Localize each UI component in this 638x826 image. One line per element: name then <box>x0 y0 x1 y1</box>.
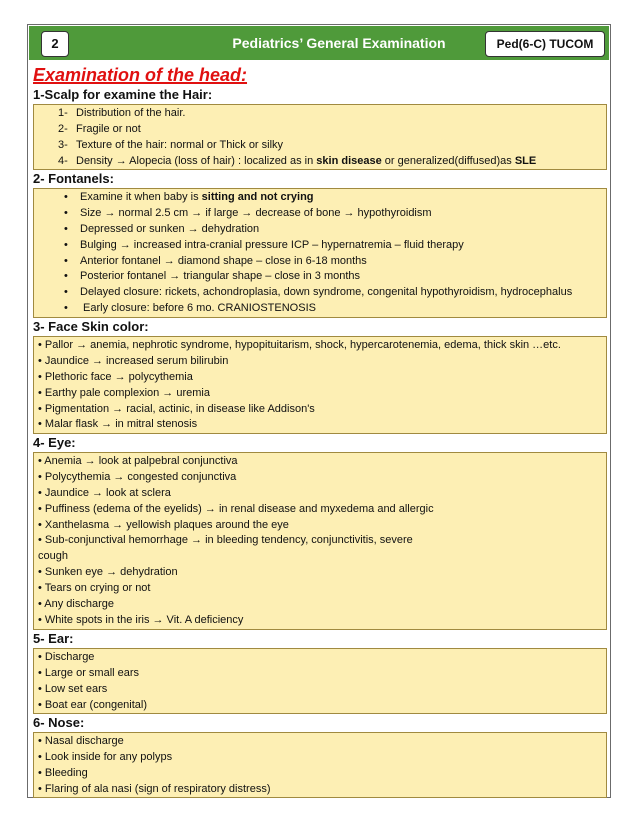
list-item: • Jaundice → increased serum bilirubin <box>38 354 229 367</box>
face-box <box>33 336 607 434</box>
eye-box <box>33 452 607 630</box>
list-item: • Tears on crying or not <box>38 582 151 595</box>
main-title: Examination of the head: <box>33 65 248 85</box>
list-item: • Flaring of ala nasi (sign of respiratory distress) <box>38 782 271 795</box>
hair-box <box>33 104 607 170</box>
list-item: • White spots in the iris → Vit. A deficiency <box>38 613 244 626</box>
list-item: • Polycythemia → congested conjunctiva <box>38 470 237 483</box>
list-item: • Anemia → look at palpebral conjunctiva <box>38 455 238 467</box>
list-item: • Boat ear (congenital) <box>38 698 148 711</box>
list-item: 4- Density → Alopecia (loss of hair) : localized as in skin disease or generalized(diffused)as SLE <box>58 154 537 167</box>
list-item: • Xanthelasma → yellowish plaques around the eye <box>38 518 289 531</box>
ear-box <box>33 648 607 714</box>
list-item: • Bleeding <box>38 766 88 779</box>
course-tag-badge: Ped(6-C) TUCOM <box>485 31 605 57</box>
page-header <box>29 26 609 60</box>
list-item: • Plethoric face → polycythemia <box>38 370 193 383</box>
list-item: • Depressed or sunken → dehydration <box>34 222 606 238</box>
list-item: • Sunken eye → dehydration <box>38 566 178 579</box>
bullet-icon: • <box>64 286 68 299</box>
list-item: • Jaundice → look at sclera <box>38 486 171 499</box>
list-item: 1- Distribution of the hair. <box>58 107 186 119</box>
list-item: • Early closure: before 6 mo. CRANIOSTENOSIS <box>34 301 606 317</box>
nose-box <box>33 732 607 798</box>
section-title-fontanels: 2- Fontanels: <box>33 171 114 186</box>
list-item: • Sub-conjunctival hemorrhage → in bleeding tendency, conjunctivitis, severe <box>38 534 413 547</box>
header-title: Pediatrics’ General Examination <box>232 35 446 51</box>
bullet-icon: • <box>64 238 68 251</box>
bullet-icon: • <box>64 222 68 235</box>
fontanels-box <box>33 188 607 318</box>
list-item: 2- Fragile or not <box>58 122 141 135</box>
list-item: • Large or small ears <box>38 666 140 679</box>
section-title-ear: 5- Ear: <box>33 631 74 646</box>
bullet-icon: • <box>64 270 68 283</box>
section-title-face: 3- Face Skin color: <box>33 319 149 334</box>
list-item: • Nasal discharge <box>38 735 124 747</box>
list-item: • Anterior fontanel → diamond shape – close in 6-18 months <box>34 254 606 270</box>
list-item: • Discharge <box>38 651 95 663</box>
list-item: • Look inside for any polyps <box>38 750 173 763</box>
section-title-hair: 1-Scalp for examine the Hair: <box>33 87 213 102</box>
list-item: • Puffiness (edema of the eyelids) → in renal disease and myxedema and allergic <box>38 502 434 515</box>
page-number-badge: 2 <box>41 31 69 57</box>
list-item: • Any discharge <box>38 598 115 611</box>
list-item: • Examine it when baby is sitting and not crying <box>34 190 606 206</box>
list-item: • Earthy pale complexion → uremia <box>38 386 210 399</box>
list-item: • Delayed closure: rickets, achondroplasia, down syndrome, congenital hypothyroidism, hydrocephalus <box>34 285 606 301</box>
page-content <box>33 64 607 798</box>
bullet-icon: • <box>64 206 68 219</box>
section-title-eye: 4- Eye: <box>33 435 76 450</box>
list-item: 3- Texture of the hair: normal or Thick or silky <box>58 138 284 151</box>
bullet-icon: • <box>64 191 68 203</box>
section-title-nose: 6- Nose: <box>33 715 85 730</box>
list-item: • Posterior fontanel → triangular shape – close in 3 months <box>34 269 606 285</box>
bullet-icon: • <box>64 254 68 267</box>
list-item-continuation: cough <box>38 550 68 563</box>
bullet-icon: • <box>64 302 68 315</box>
list-item: • Pallor → anemia, nephrotic syndrome, hypopituitarism, shock, hypercarotenemia, edema, thick skin …etc. <box>38 339 561 351</box>
list-item: • Malar flask → in mitral stenosis <box>38 418 198 431</box>
list-item: • Size → normal 2.5 cm → if large → decrease of bone → hypothyroidism <box>34 206 606 222</box>
list-item: • Low set ears <box>38 682 108 695</box>
list-item: • Pigmentation → racial, actinic, in disease like Addison's <box>38 402 315 415</box>
list-item: • Bulging → increased intra-cranial pressure ICP – hypernatremia – fluid therapy <box>34 238 606 254</box>
